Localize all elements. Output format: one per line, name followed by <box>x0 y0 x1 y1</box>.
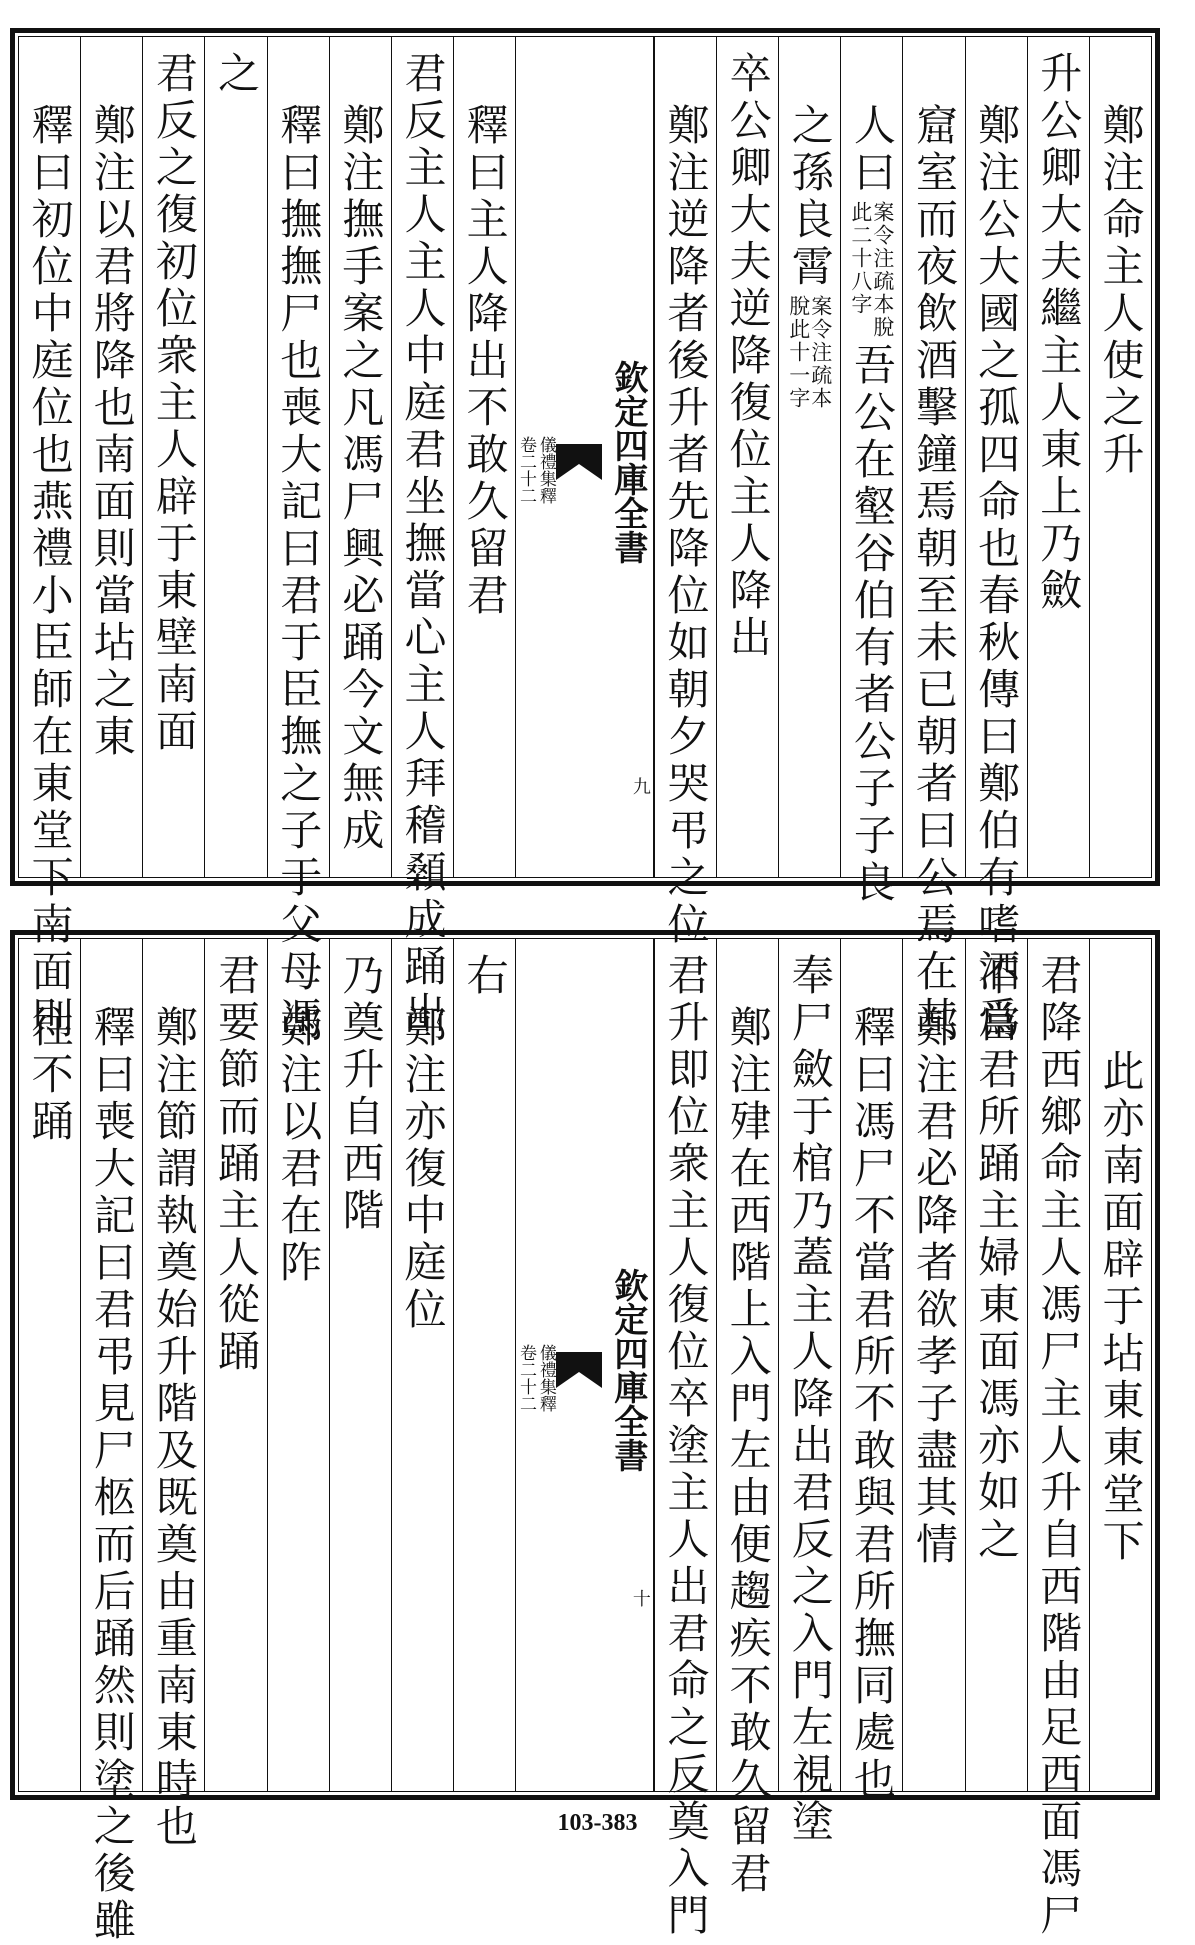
column-text: 之孫良霄 <box>785 103 835 291</box>
text-column <box>267 37 329 1043</box>
column-text: 往不踊 <box>25 1005 75 1146</box>
collection-title: 欽定四庫全書 <box>607 360 648 564</box>
collection-title: 欽定四庫全書 <box>607 1268 648 1472</box>
interlinear-note <box>850 201 894 339</box>
text-column <box>80 939 142 1945</box>
text-column <box>1027 37 1089 877</box>
column-text: 此亦南面辟于坫東東堂下 <box>1096 1049 1146 1566</box>
column-text: 卒公卿大夫逆降復位主人降出 <box>723 51 773 662</box>
text-column <box>840 939 902 1804</box>
column-text: 鄭注以君在阼 <box>274 1005 324 1287</box>
text-column <box>902 37 964 1043</box>
text-column <box>204 37 266 877</box>
text-column <box>716 939 778 1898</box>
column-text: 鄭注節謂執奠始升階及既奠由重南東時也 <box>149 1005 199 1851</box>
book-info <box>516 1344 554 1412</box>
fishtail-icon <box>554 1350 604 1390</box>
text-column <box>840 37 902 907</box>
text-column <box>965 37 1027 1043</box>
text-column <box>778 939 840 1846</box>
top-page <box>10 28 1160 1043</box>
text-column <box>1027 939 1089 1940</box>
interlinear-note <box>788 295 832 410</box>
column-text: 窟室而夜飲酒擊鐘焉朝至未已朝者曰公焉在其 <box>910 103 960 1043</box>
column-text: 君降西鄉命主人馮尸主人升自西階由足西面馮尸 <box>1034 953 1084 1940</box>
column-text: 鄭注撫手案之凡馮尸興必踊今文無成 <box>336 103 386 855</box>
text-column <box>19 37 80 1043</box>
column-text: 吾公在壑谷伯有者公子子良 <box>847 343 897 907</box>
note-line: 案令注疏本脫 <box>870 201 895 339</box>
text-column <box>329 37 391 877</box>
book-info <box>516 436 554 504</box>
text-column <box>19 939 80 1791</box>
column-text: 鄭注亦復中庭位 <box>398 1005 448 1334</box>
text-column <box>267 939 329 1791</box>
text-column <box>142 939 204 1851</box>
text-column <box>778 37 840 877</box>
column-text: 釋曰馮尸不當君所不敢與君所撫同處也 <box>847 1005 897 1804</box>
column-text: 君要節而踊主人從踊 <box>212 953 262 1376</box>
text-column <box>453 939 515 1791</box>
page-number: 103-383 <box>557 1810 638 1836</box>
text-column <box>716 37 778 877</box>
column-text: 人曰 <box>847 103 897 197</box>
text-column <box>453 37 515 877</box>
column-text: 不當君所踊主婦東面馮亦如之 <box>972 953 1022 1564</box>
book-title: 儀禮集釋 <box>535 1344 556 1412</box>
folio-number: 十 <box>629 1589 651 1607</box>
text-column <box>204 939 266 1791</box>
text-column <box>654 939 716 1940</box>
text-column <box>391 939 453 1791</box>
note-line: 脫此十一字 <box>786 295 811 410</box>
juan-number: 卷二十二 <box>516 1344 537 1412</box>
column-text: 君反之復初位衆主人辟于東壁南面 <box>149 51 199 756</box>
column-text: 釋曰初位中庭位也燕禮小臣師在東堂下南面則 <box>25 103 75 1043</box>
column-text: 鄭注肂在西階上入門左由便趨疾不敢久留君 <box>723 1005 773 1898</box>
note-line: 此二十八字 <box>848 201 873 316</box>
text-column <box>1089 37 1151 877</box>
text-column <box>965 939 1027 1791</box>
folio-number: 九 <box>629 777 651 795</box>
fishtail-icon <box>554 442 604 482</box>
column-text: 右 <box>460 953 510 1000</box>
column-text: 鄭注命主人使之升 <box>1096 103 1146 479</box>
center-fold <box>515 939 654 1791</box>
juan-number: 卷二十二 <box>516 436 537 504</box>
book-title: 儀禮集釋 <box>535 436 556 504</box>
text-column <box>1089 939 1151 1791</box>
text-column <box>902 939 964 1791</box>
column-text: 釋曰撫撫尸也喪大記曰君于臣撫之子于父母馮 <box>274 103 324 1043</box>
text-column <box>142 37 204 877</box>
text-column <box>654 37 716 949</box>
note-line: 案令注疏本 <box>808 295 833 410</box>
column-text: 君反主人主人中庭君坐撫當心主人拜稽顙成踊出 <box>398 51 448 1038</box>
center-fold <box>515 37 654 877</box>
text-column <box>391 37 453 1038</box>
column-text: 鄭注逆降者後升者先降位如朝夕哭弔之位 <box>661 103 711 949</box>
column-text: 鄭注公大國之孤四命也春秋傳曰鄭伯有嗜酒爲 <box>972 103 1022 1043</box>
column-text: 釋曰主人降出不敢久留君 <box>460 103 510 620</box>
column-text: 釋曰喪大記曰君弔見尸柩而后踊然則塗之後雖 <box>87 1005 137 1945</box>
column-text: 之 <box>212 51 262 98</box>
column-text: 鄭注君必降者欲孝子盡其情 <box>910 1005 960 1569</box>
column-text: 鄭注以君將降也南面則當坫之東 <box>87 103 137 761</box>
text-column <box>80 37 142 877</box>
column-text: 君升即位衆主人復位卒塗主人出君命之反奠入門 <box>661 953 711 1940</box>
column-text: 升公卿大夫繼主人東上乃斂 <box>1034 51 1084 615</box>
text-column <box>329 939 391 1791</box>
column-text: 乃奠升自西階 <box>336 953 386 1235</box>
column-text: 奉尸斂于棺乃蓋主人降出君反之入門左視塗 <box>785 953 835 1846</box>
